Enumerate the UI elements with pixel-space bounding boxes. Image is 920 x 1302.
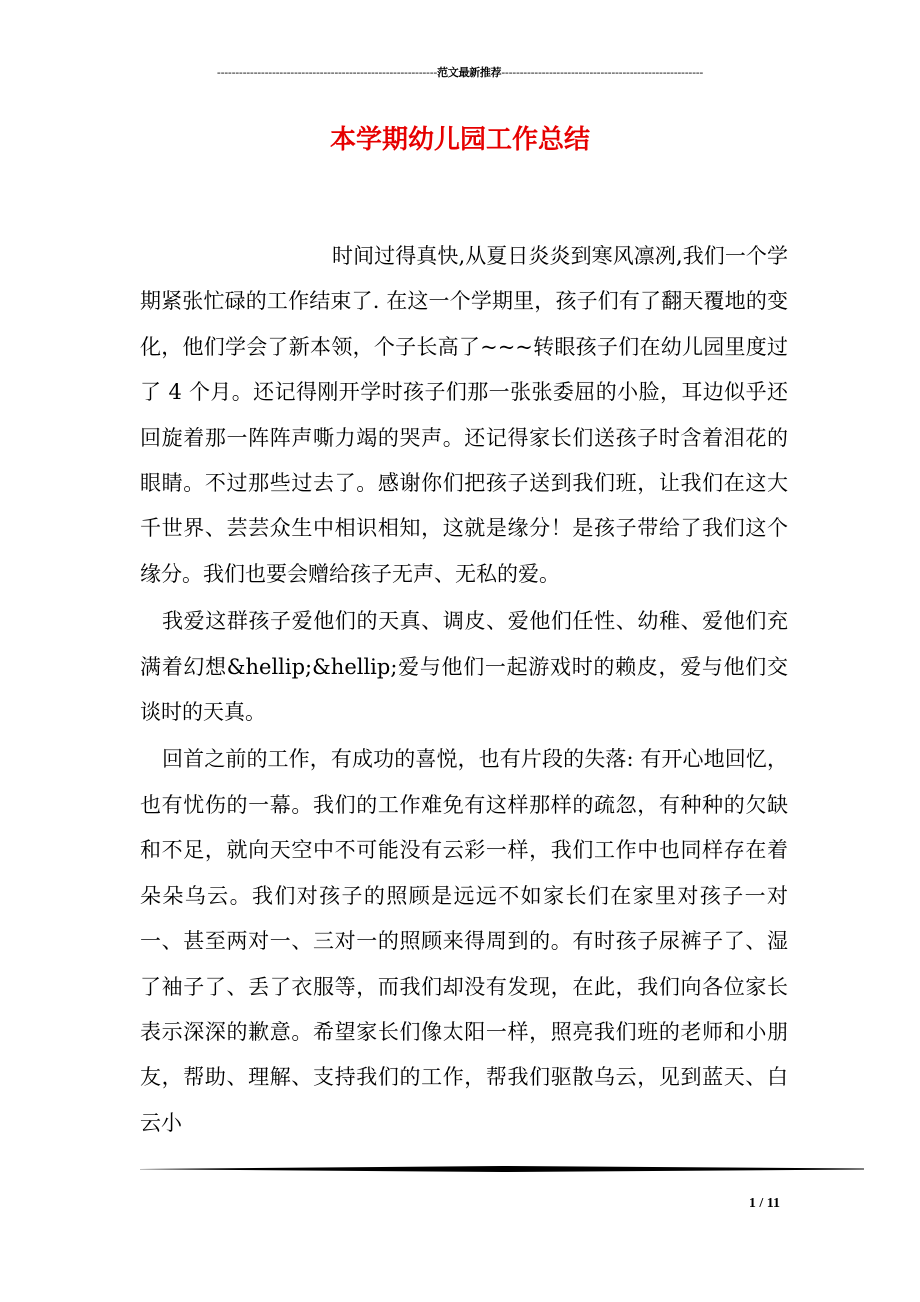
- header-dashes-right: -------------------------------------------------------: [501, 66, 704, 79]
- page-header: [140, 66, 780, 80]
- document-body: [140, 234, 788, 1146]
- document-title: 本学期幼儿园工作总结: [329, 125, 590, 155]
- page-number: 1 / 11: [748, 1196, 780, 1211]
- paragraph-1: 时间过得真快,从夏日炎炎到寒风凛冽,我们一个学期紧张忙碌的工作结束了. 在这一个学期里，孩子们有了翻天覆地的变化，他们学会了新本领，个子长高了~~~转眼孩子们在幼儿园里度过了 4 个月。还记得刚开学时孩子们那一张张委屈的小脸，耳边似乎还回旋着那一阵阵声嘶力竭的哭声。还记得家长们送孩子时含着泪花的眼睛。不过那些过去了。感谢你们把孩子送到我们班，让我们在这大千世界、芸芸众生中相识相知，这就是缘分！是孩子带给了我们这个缘分。我们也要会赠给孩子无声、无私的爱。: [140, 244, 788, 586]
- paragraph-3: 回首之前的工作，有成功的喜悦，也有片段的失落: 有开心地回忆，也有忧伤的一幕。我们的工作难免有这样那样的疏忽，有种种的欠缺和不足，就向天空中不可能没有云彩一样，我们工作中也同样存在着朵朵乌云。我们对孩子的照顾是远远不如家长们在家里对孩子一对一、甚至两对一、三对一的照顾来得周到的。有时孩子尿裤子了、湿了袖子了、丢了衣服等，而我们却没有发现，在此，我们向各位家长表示深深的歉意。希望家长们像太阳一样，照亮我们班的老师和小朋友，帮助、理解、支持我们的工作，帮我们驱散乌云，见到蓝天、白云小: [140, 747, 788, 1135]
- paragraph-2: 我爱这群孩子爱他们的天真、调皮、爱他们任性、幼稚、爱他们充满着幻想&hellip;&hellip;爱与他们一起游戏时的赖皮，爱与他们交谈时的天真。: [140, 609, 788, 725]
- header-dashes-left: ------------------------------------------------------------: [216, 66, 438, 79]
- header-label: 范文最新推荐: [437, 66, 502, 79]
- footer-rule: [140, 1166, 864, 1172]
